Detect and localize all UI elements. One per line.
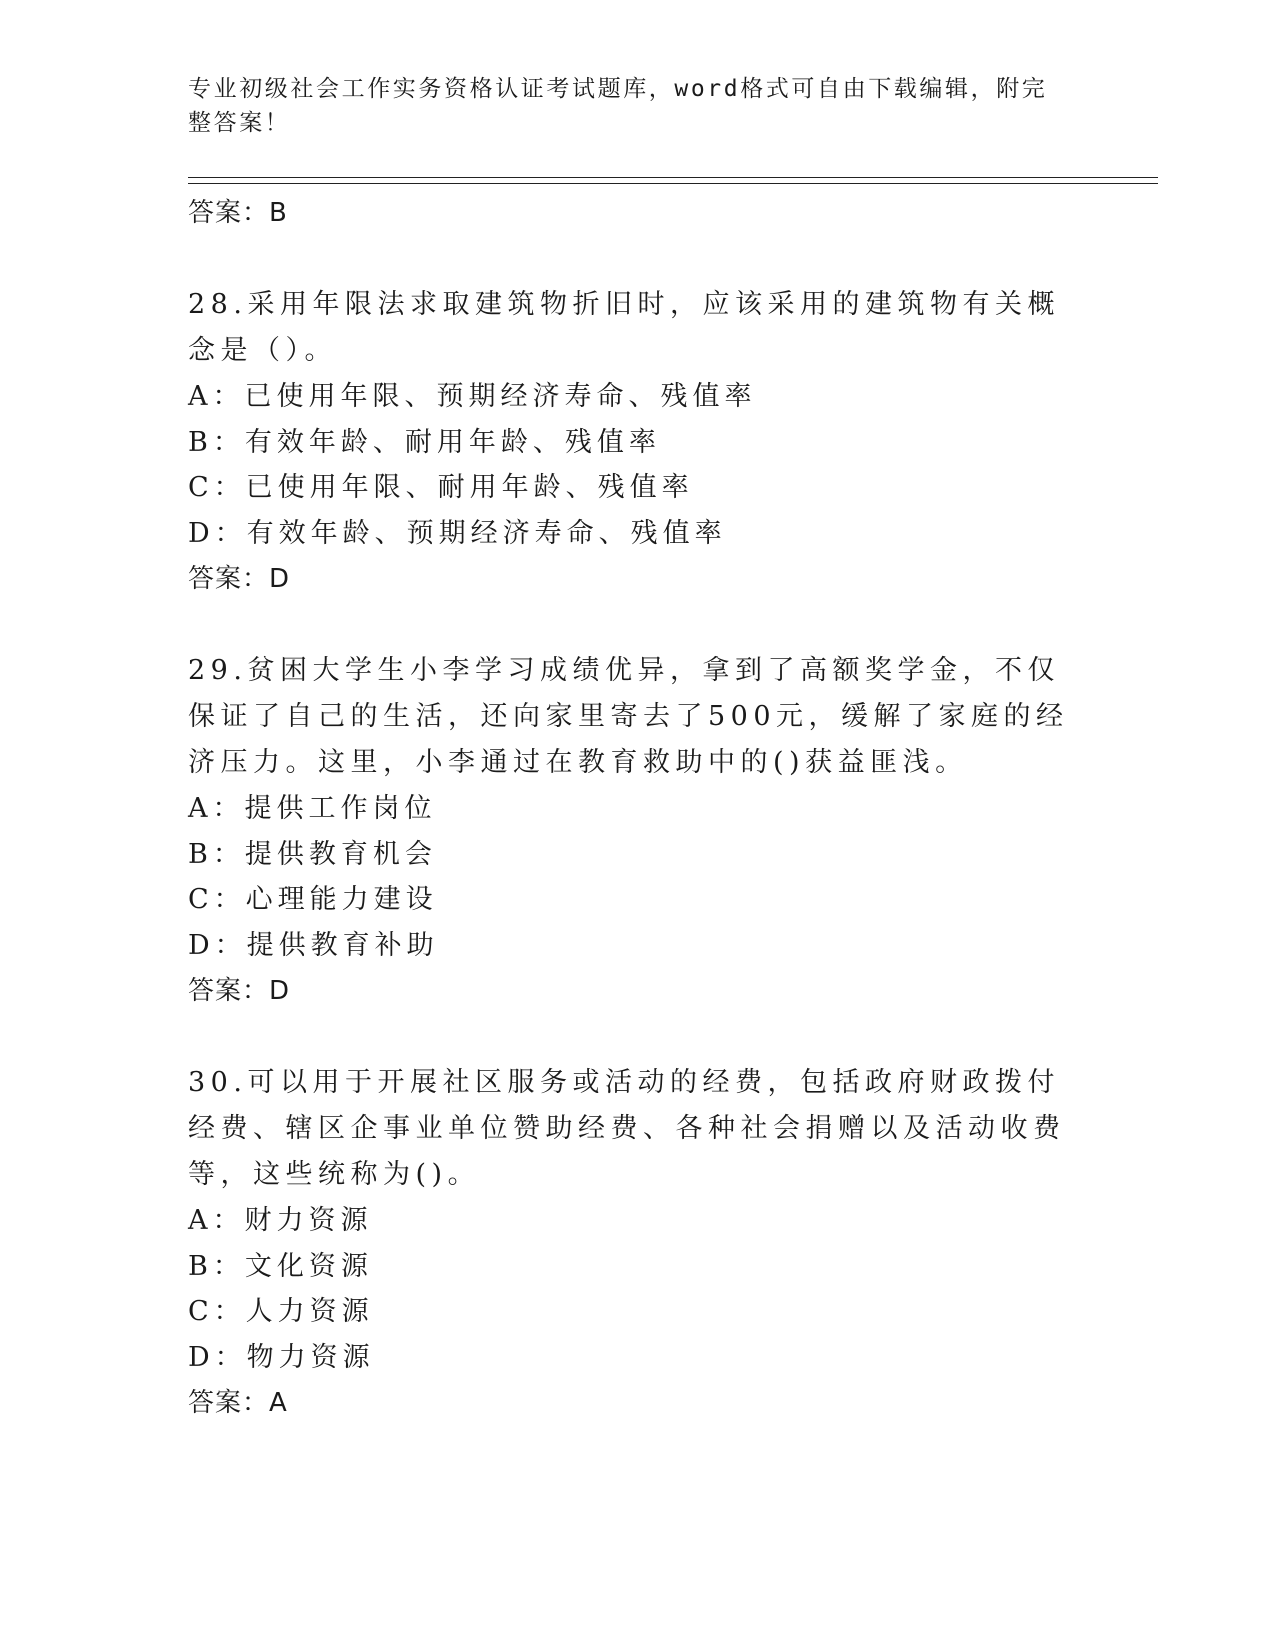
option-d: D：有效年龄、预期经济寿命、残值率	[188, 517, 727, 549]
option-d: D：提供教育补助	[188, 929, 439, 961]
option-b: B：有效年龄、耐用年龄、残值率	[188, 426, 661, 458]
option-b: B：文化资源	[188, 1250, 373, 1282]
option-a: A：已使用年限、预期经济寿命、残值率	[188, 381, 757, 412]
option-d: D：物力资源	[188, 1341, 375, 1373]
question-list	[188, 190, 1088, 1426]
page-header: 专业初级社会工作实务资格认证考试题库，word格式可自由下载编辑，附完整答案！	[188, 76, 1048, 136]
previous-answer: 答案：B	[188, 198, 288, 228]
spacer	[188, 602, 1088, 648]
spacer	[188, 1014, 1088, 1060]
option-c: C：已使用年限、耐用年龄、残值率	[188, 472, 694, 503]
option-a: A：提供工作岗位	[188, 793, 437, 824]
question-28	[188, 282, 1088, 602]
option-c: C：人力资源	[188, 1296, 374, 1327]
header-rule-bottom	[188, 183, 1158, 184]
question-stem: 29.贫困大学生小李学习成绩优异，拿到了高额奖学金，不仅保证了自己的生活，还向家里寄去了500元，缓解了家庭的经济压力。这里，小李通过在教育救助中的()获益匪浅。	[188, 655, 1069, 778]
spacer	[188, 236, 1088, 282]
option-a: A：财力资源	[188, 1205, 373, 1236]
question-stem: 30.可以用于开展社区服务或活动的经费，包括政府财政拨付经费、辖区企事业单位赞助经费、各种社会捐赠以及活动收费等，这些统称为()。	[188, 1067, 1066, 1190]
option-b: B：提供教育机会	[188, 838, 437, 870]
answer: 答案：A	[188, 1388, 288, 1418]
header-rule-top	[188, 177, 1158, 178]
option-c: C：心理能力建设	[188, 884, 438, 915]
question-29	[188, 648, 1088, 1014]
question-stem: 28.采用年限法求取建筑物折旧时，应该采用的建筑物有关概念是（）。	[188, 289, 1060, 366]
answer: 答案：D	[188, 564, 291, 594]
question-30	[188, 1060, 1088, 1426]
answer: 答案：D	[188, 976, 291, 1006]
